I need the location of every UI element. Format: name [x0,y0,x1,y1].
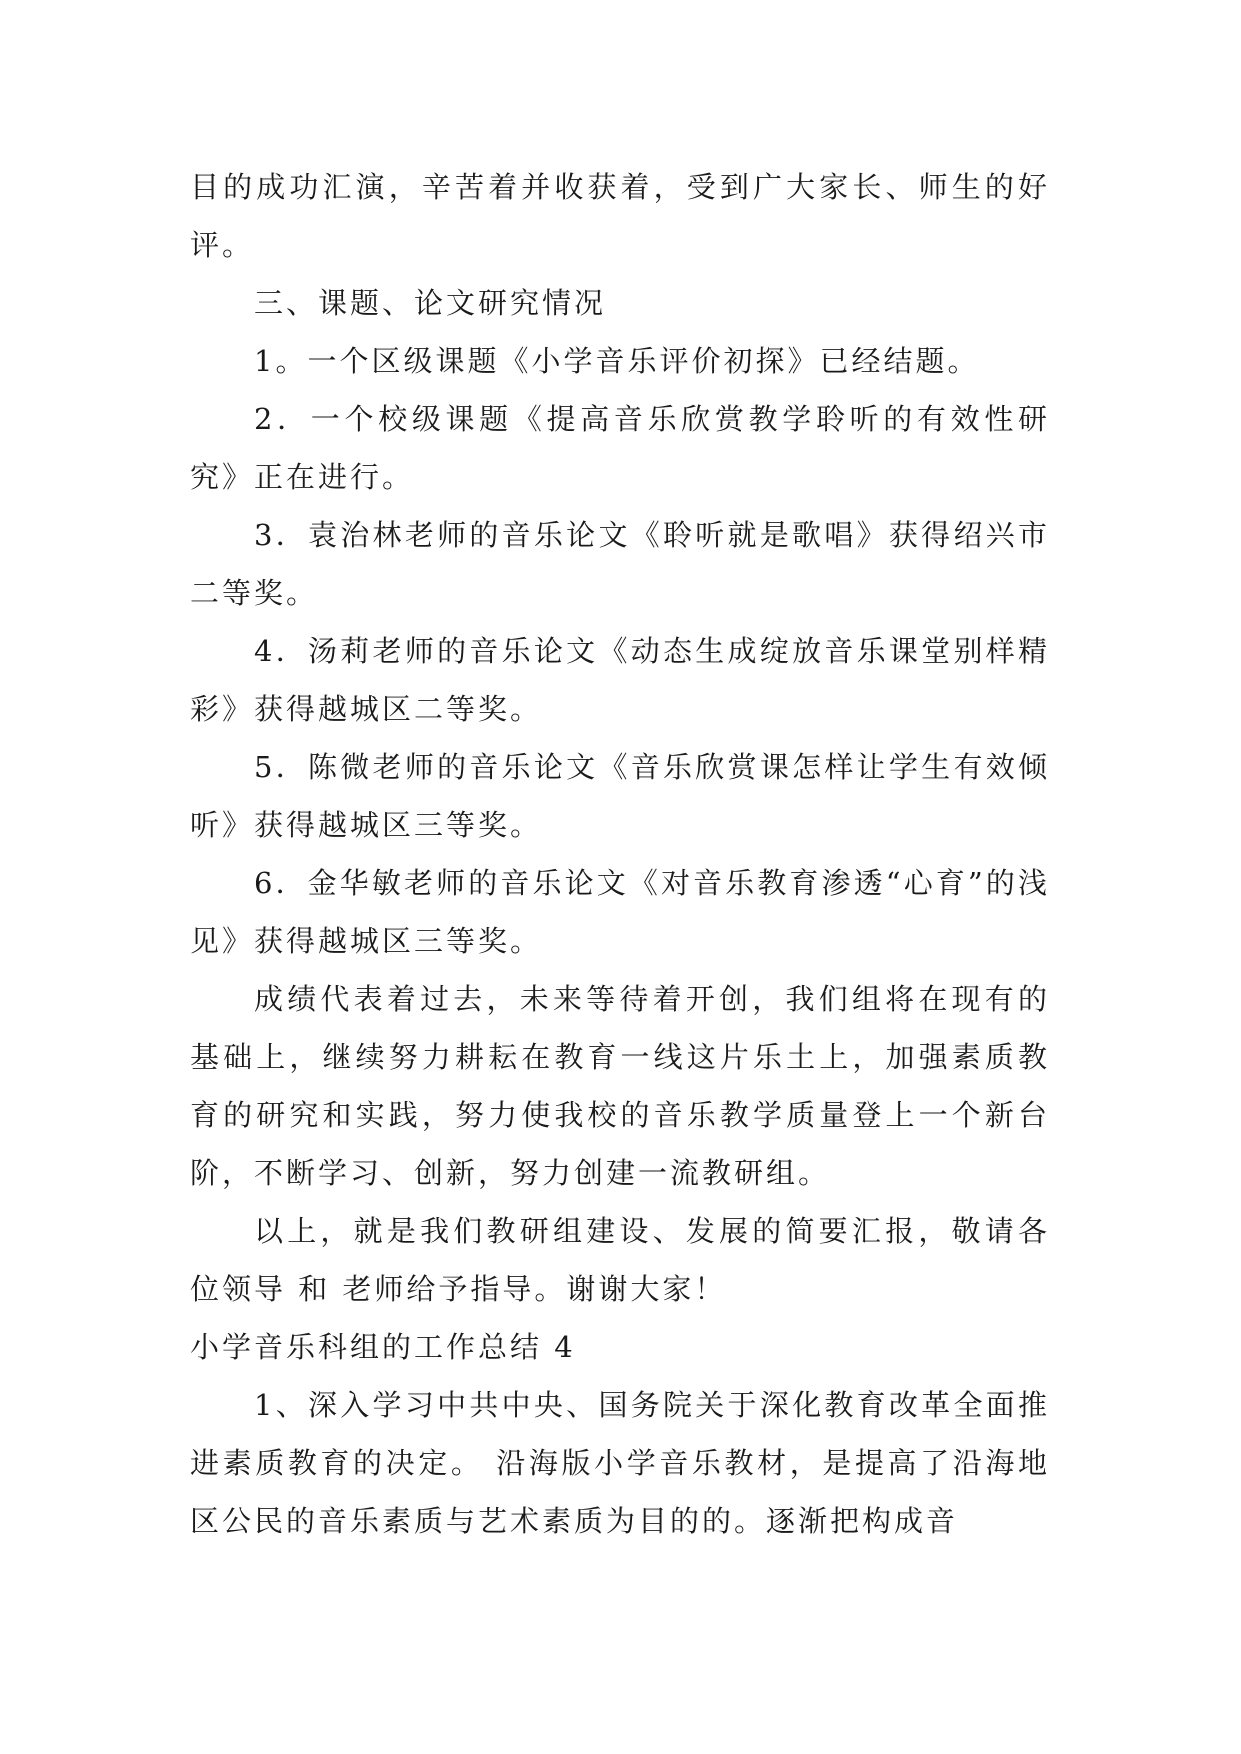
paragraph: 成绩代表着过去，未来等待着开创，我们组将在现有的基础上，继续努力耕耘在教育一线这片乐土上，加强素质教育的研究和实践，努力使我校的音乐教学质量登上一个新台阶，不断学习、创新，努力创建一流教研组。 [190,982,1050,1190]
paragraph: 以上，就是我们教研组建设、发展的简要汇报，敬请各位领导 和 老师给予指导。谢谢大家！ [190,1214,1050,1306]
document-body [190,158,1050,1550]
paragraph-continuation: 目的成功汇演，辛苦着并收获着，受到广大家长、师生的好评。 [190,170,1050,262]
list-item: 3．袁治林老师的音乐论文《聆听就是歌唱》获得绍兴市二等奖。 [190,518,1050,610]
list-item: 4．汤莉老师的音乐论文《动态生成绽放音乐课堂别样精彩》获得越城区二等奖。 [190,634,1050,726]
document-title: 小学音乐科组的工作总结 4 [190,1330,576,1364]
paragraph: 1、深入学习中共中央、国务院关于深化教育改革全面推进素质教育的决定。 沿海版小学音乐教材，是提高了沿海地区公民的音乐素质与艺术素质为目的的。逐渐把构成音 [190,1388,1050,1538]
list-item: 1。一个区级课题《小学音乐评价初探》已经结题。 [254,344,980,378]
list-item: 5．陈微老师的音乐论文《音乐欣赏课怎样让学生有效倾听》获得越城区三等奖。 [190,750,1050,842]
section-heading: 三、课题、论文研究情况 [254,286,607,320]
list-item: 6．金华敏老师的音乐论文《对音乐教育渗透“心育”的浅见》获得越城区三等奖。 [190,866,1050,958]
list-item: 2．一个校级课题《提高音乐欣赏教学聆听的有效性研究》正在进行。 [190,402,1050,494]
